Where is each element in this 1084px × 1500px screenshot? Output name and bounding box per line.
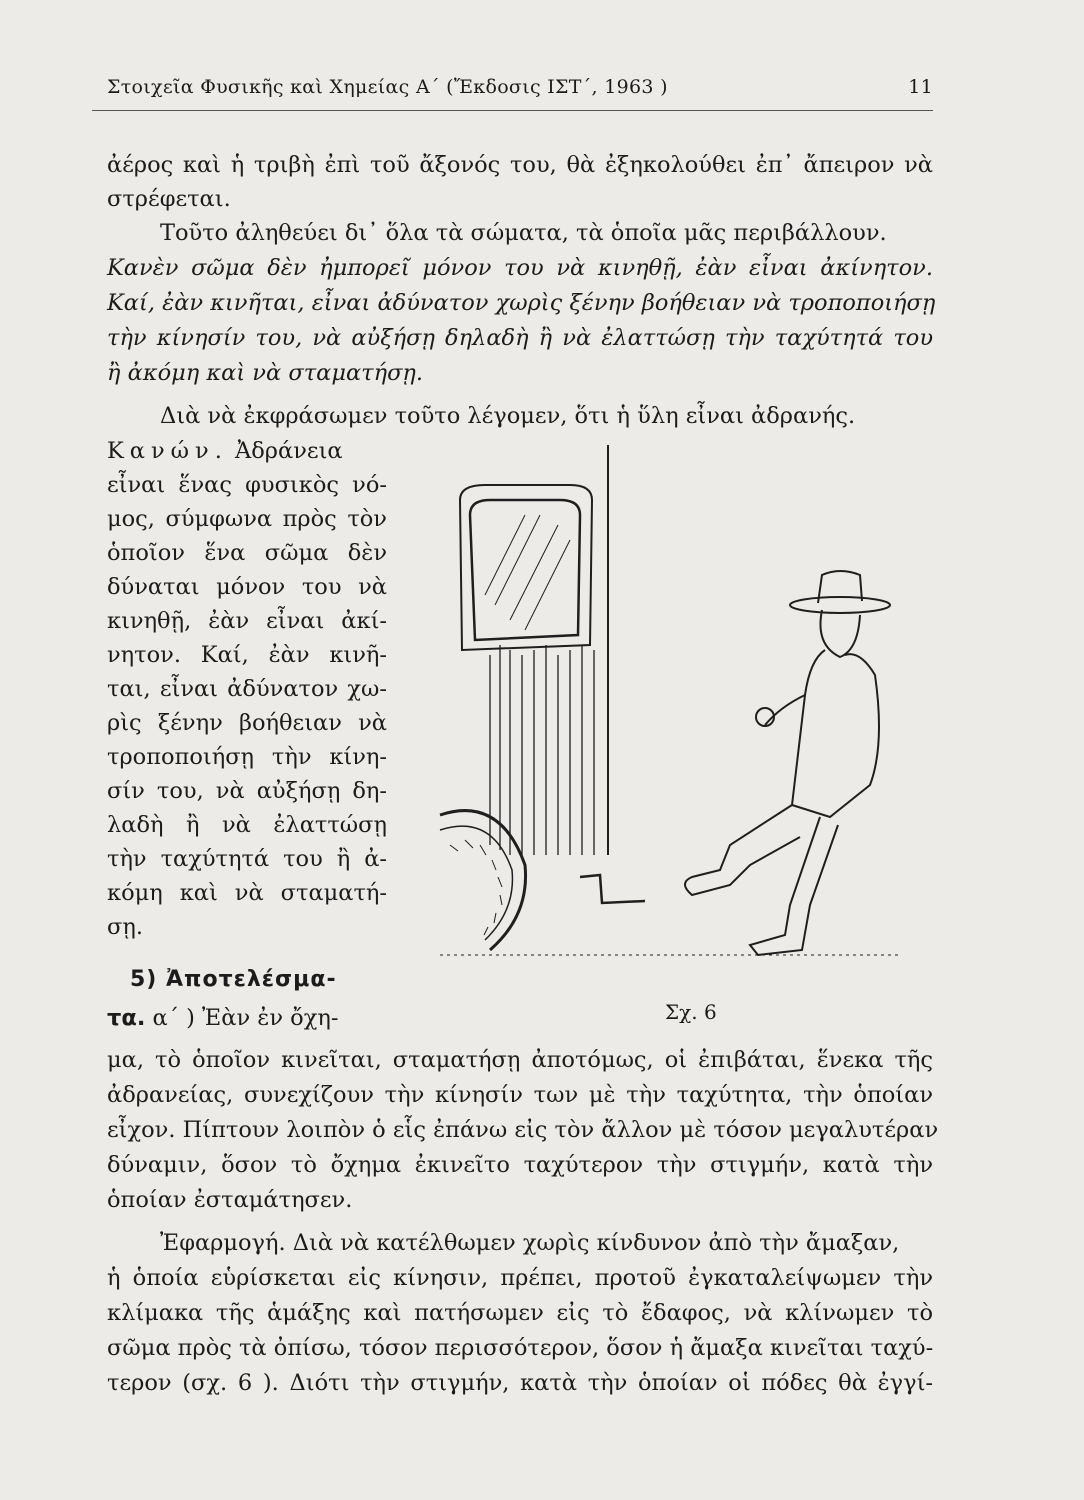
- column-line: δύναται μόνον του νὰ: [107, 574, 387, 600]
- carriage-window: [470, 500, 580, 640]
- column-line: λαδὴ ἢ νὰ ἐλαττώσῃ: [107, 812, 387, 838]
- text-line: ἢ ἀκόμη καὶ νὰ σταματήσῃ.: [107, 360, 424, 386]
- carriage-window-frame: [460, 485, 592, 650]
- text-line: ἀέρος καὶ ἡ τριβὴ ἐπὶ τοῦ ἄξονός του, θὰ ἐξηκολούθει ἐπ᾽ ἄπειρον νὰ: [107, 152, 933, 178]
- man-head: [820, 610, 860, 657]
- text-line: μα, τὸ ὁποῖον κινεῖται, σταματήσῃ ἀποτόμως, οἱ ἐπιβάται, ἕνεκα τῆς: [107, 1047, 933, 1073]
- man-figure: [685, 571, 890, 955]
- text-line: σῶμα πρὸς τὰ ὀπίσω, τόσον περισσότερον, ὅσον ἡ ἄμαξα κινεῖται ταχύ-: [107, 1335, 934, 1361]
- rule-heading: Κανών.: [107, 438, 228, 464]
- text-line: εἶχον. Πίπτουν λοιπὸν ὁ εἷς ἐπάνω εἰς τὸν ἄλλον μὲ τόσον μεγαλυτέραν: [107, 1117, 939, 1143]
- section-heading-cont: τα.: [107, 1005, 146, 1031]
- column-line: μος, σύμφωνα πρὸς τὸν: [107, 506, 387, 532]
- column-line: ται, εἶναι ἀδύνατον χω-: [107, 676, 387, 702]
- column-line: σῃ.: [107, 914, 143, 940]
- carriage-step: [580, 875, 645, 903]
- hat-brim: [790, 597, 890, 613]
- running-title: Στοιχεῖα Φυσικῆς καὶ Χημείας Α΄ (Ἔκδοσις ΙΣΤ΄, 1963 ): [107, 76, 668, 98]
- text-line: τερον (σχ. 6 ). Διότι τὴν στιγμήν, κατὰ τὴν ὁποίαν οἱ πόδες θὰ ἐγγί-: [107, 1370, 933, 1396]
- wheel-tread: [440, 826, 512, 940]
- carriage-body-hatching: [490, 645, 594, 855]
- figure-man-stepping-off-carriage: [430, 445, 930, 965]
- text-line: Διὰ νὰ ἐκφράσωμεν τοῦτο λέγομεν, ὅτι ἡ ὕλη εἶναι ἀδρανής.: [160, 403, 856, 429]
- text-line: δύναμιν, ὅσον τὸ ὄχημα ἐκινεῖτο ταχύτερον τὴν στιγμήν, κατὰ τὴν: [107, 1152, 933, 1178]
- text-line: στρέφεται.: [107, 186, 231, 212]
- running-header: [107, 76, 933, 98]
- man-front-leg: [685, 805, 800, 895]
- column-line: τροποποιήσῃ τὴν κίνη-: [107, 744, 387, 770]
- text-line: ἡ ὁποία εὑρίσκεται εἰς κίνησιν, πρέπει, προτοῦ ἐγκαταλείψωμεν τὴν: [107, 1265, 933, 1291]
- header-rule: [92, 110, 933, 111]
- text-line: ὁποίαν ἐσταμάτησεν.: [107, 1187, 353, 1213]
- column-line: ρὶς ξένην βοήθειαν νὰ: [107, 710, 387, 736]
- column-line: σίν του, νὰ αὐξήσῃ δη-: [107, 778, 387, 804]
- page-number: 11: [908, 76, 933, 98]
- text-line: Καί, ἐὰν κινῆται, εἶναι ἀδύνατον χωρὶς ξένην βοήθειαν νὰ τροποποιήσῃ: [107, 290, 936, 316]
- text-line: ἀδρανείας, συνεχίζουν τὴν κίνησίν των μὲ τὴν ταχύτητα, τὴν ὁποίαν: [107, 1082, 933, 1108]
- figure-caption: Σχ. 6: [665, 1000, 717, 1024]
- window-reflection: [485, 515, 570, 630]
- column-line: νητον. Καί, ἐὰν κινῆ-: [107, 642, 387, 668]
- text-line: Κανὲν σῶμα δὲν ἠμπορεῖ μόνον του νὰ κινηθῇ, ἐὰν εἶναι ἀκίνητον.: [107, 255, 933, 281]
- text-line: τὴν κίνησίν του, νὰ αὐξήσῃ δηλαδὴ ἢ νὰ ἐλαττώσῃ τὴν ταχύτητά του: [107, 325, 933, 351]
- section-first-line-rest: α΄ ) Ἐὰν ἐν ὄχη-: [152, 1005, 339, 1031]
- text-line: Ἐφαρμογή. Διὰ νὰ κατέλθωμεν χωρὶς κίνδυνον ἀπὸ τὴν ἄμαξαν,: [160, 1230, 900, 1256]
- rule-word: Ἀδράνεια: [235, 438, 343, 464]
- text-line: Τοῦτο ἀληθεύει δι᾽ ὅλα τὰ σώματα, τὰ ὁποῖα μᾶς περιβάλλουν.: [160, 220, 887, 246]
- section-first-line: [107, 1003, 387, 1033]
- column-line: κινηθῇ, ἐὰν εἶναι ἀκί-: [107, 608, 387, 634]
- text-line: κλίμακα τῆς ἁμάξης καὶ πατήσωμεν εἰς τὸ ἔδαφος, νὰ κλίνωμεν τὸ: [107, 1300, 933, 1326]
- column-line: κόμη καὶ νὰ σταματή-: [107, 880, 387, 906]
- wheel-tread-pattern: [450, 840, 502, 935]
- section-heading: 5) Ἀποτελέσμα-: [130, 967, 337, 992]
- man-jacket: [792, 650, 879, 817]
- column-line: τὴν ταχύτητά του ἢ ἀ-: [107, 846, 387, 872]
- man-back-leg: [750, 817, 838, 955]
- column-line: εἶναι ἕνας φυσικὸς νό-: [107, 472, 387, 498]
- column-line: ὁποῖον ἕνα σῶμα δὲν: [107, 540, 387, 566]
